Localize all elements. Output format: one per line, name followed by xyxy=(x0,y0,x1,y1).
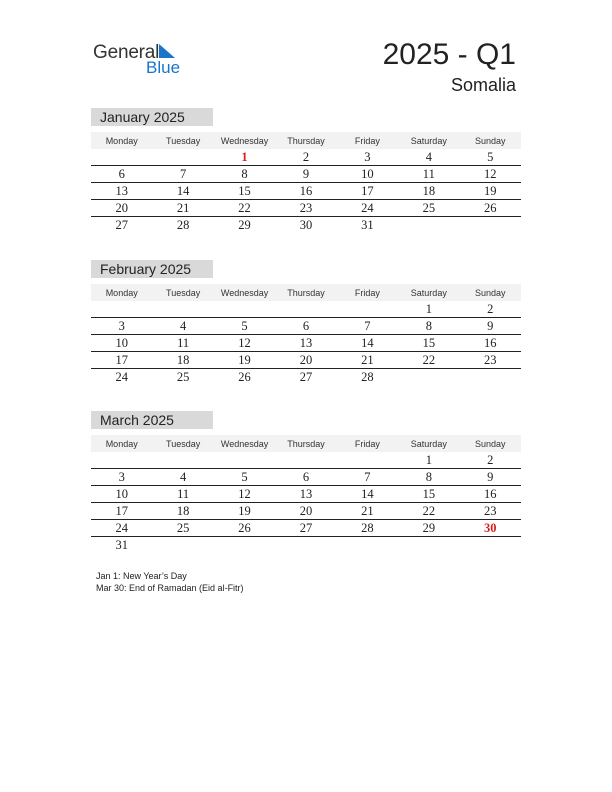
day-cell: 8 xyxy=(425,470,432,484)
day-cell: 3 xyxy=(118,470,125,484)
week-row xyxy=(91,503,521,520)
day-cell: 7 xyxy=(180,167,187,181)
day-cell: 11 xyxy=(177,336,190,350)
day-cell: 23 xyxy=(483,353,497,367)
day-cell: 12 xyxy=(483,167,497,181)
day-cell: 25 xyxy=(422,201,436,215)
weekday-label: Saturday xyxy=(410,135,447,146)
day-cell: 27 xyxy=(299,521,313,535)
weekday-label: Sunday xyxy=(474,135,506,146)
day-cell: 5 xyxy=(487,150,494,164)
day-cell: 31 xyxy=(361,218,374,232)
day-cell: 15 xyxy=(422,487,436,501)
day-cell: 10 xyxy=(115,336,128,350)
holiday-day-cell: 30 xyxy=(483,521,497,535)
day-cell: 30 xyxy=(299,218,313,232)
day-cell: 11 xyxy=(422,167,435,181)
day-cell: 20 xyxy=(299,353,313,367)
day-cell: 15 xyxy=(422,336,436,350)
day-cell: 11 xyxy=(177,487,190,501)
week-row xyxy=(91,149,521,166)
month-calendar xyxy=(91,411,521,553)
logo-text-blue: Blue xyxy=(146,58,181,77)
day-cell: 6 xyxy=(302,319,310,333)
weekday-label: Thursday xyxy=(287,135,325,146)
day-cell: 28 xyxy=(176,218,190,232)
day-cell: 21 xyxy=(176,201,190,215)
day-cell: 27 xyxy=(299,370,313,384)
day-cell: 13 xyxy=(115,184,128,198)
day-cell: 17 xyxy=(115,504,128,518)
day-cell: 26 xyxy=(483,201,497,215)
week-row xyxy=(91,318,521,335)
day-cell: 8 xyxy=(241,167,248,181)
day-cell: 24 xyxy=(361,201,374,215)
day-cell: 6 xyxy=(118,167,125,181)
weekday-label: Monday xyxy=(105,438,138,449)
weekday-label: Tuesday xyxy=(166,287,201,298)
day-cell: 26 xyxy=(238,370,251,384)
day-cell: 21 xyxy=(361,504,374,518)
day-cell: 2 xyxy=(487,302,494,316)
week-row xyxy=(91,537,521,553)
day-cell: 2 xyxy=(487,453,494,467)
day-cell: 3 xyxy=(364,150,371,164)
day-cell: 19 xyxy=(238,353,251,367)
day-cell: 17 xyxy=(361,184,374,198)
day-cell: 26 xyxy=(238,521,251,535)
day-cell: 22 xyxy=(422,504,436,518)
day-cell: 3 xyxy=(118,319,125,333)
weekday-header-row xyxy=(91,132,521,149)
day-cell: 1 xyxy=(425,302,432,316)
holiday-day-cell: 1 xyxy=(241,150,248,164)
day-cell: 1 xyxy=(425,453,432,467)
day-cell: 15 xyxy=(238,184,251,198)
day-cell: 24 xyxy=(115,370,128,384)
week-row xyxy=(91,452,521,469)
week-row xyxy=(91,335,521,352)
day-cell: 25 xyxy=(176,521,190,535)
day-cell: 5 xyxy=(241,470,248,484)
week-row xyxy=(91,520,521,537)
day-cell: 8 xyxy=(425,319,432,333)
day-cell: 23 xyxy=(483,504,497,518)
holiday-note: Mar 30: End of Ramadan (Eid al-Fitr) xyxy=(96,583,244,593)
day-cell: 13 xyxy=(299,336,313,350)
page-title: 2025 - Q1 xyxy=(382,38,516,71)
holiday-notes xyxy=(96,570,244,594)
weekday-label: Saturday xyxy=(410,287,447,298)
day-cell: 28 xyxy=(361,521,374,535)
day-cell: 19 xyxy=(483,184,497,198)
day-cell: 2 xyxy=(302,150,310,164)
weekday-label: Wednesday xyxy=(220,287,269,298)
day-cell: 7 xyxy=(364,470,371,484)
week-row xyxy=(91,217,521,233)
logo-triangle-icon xyxy=(159,44,175,58)
weekday-header-row xyxy=(91,435,521,452)
week-row xyxy=(91,369,521,385)
weekday-label: Wednesday xyxy=(220,438,269,449)
day-cell: 6 xyxy=(302,470,310,484)
weekday-label: Tuesday xyxy=(166,135,201,146)
day-cell: 16 xyxy=(483,487,497,501)
weekday-label: Friday xyxy=(354,287,380,298)
weekday-label: Thursday xyxy=(287,438,325,449)
week-row xyxy=(91,352,521,369)
day-cell: 7 xyxy=(364,319,371,333)
day-cell: 10 xyxy=(361,167,374,181)
weekday-label: Tuesday xyxy=(166,438,201,449)
day-cell: 21 xyxy=(361,353,374,367)
brand-logo xyxy=(93,40,193,80)
month-calendar xyxy=(91,260,521,385)
weekday-label: Saturday xyxy=(410,438,447,449)
day-cell: 20 xyxy=(299,504,313,518)
weekday-label: Thursday xyxy=(287,287,325,298)
day-cell: 28 xyxy=(361,370,374,384)
day-cell: 9 xyxy=(487,319,494,333)
week-row xyxy=(91,166,521,183)
day-cell: 10 xyxy=(115,487,128,501)
day-cell: 12 xyxy=(238,487,251,501)
day-cell: 16 xyxy=(483,336,497,350)
month-label: January 2025 xyxy=(91,108,213,126)
weekday-label: Monday xyxy=(105,135,138,146)
country-name: Somalia xyxy=(450,75,516,95)
day-cell: 29 xyxy=(238,218,251,232)
logo-text-general: General xyxy=(93,42,160,63)
day-cell: 23 xyxy=(299,201,313,215)
day-cell: 19 xyxy=(238,504,251,518)
day-cell: 29 xyxy=(422,521,436,535)
day-cell: 4 xyxy=(425,150,432,164)
weekday-label: Sunday xyxy=(474,287,506,298)
holiday-note: Jan 1: New Year’s Day xyxy=(96,571,187,581)
month-label: February 2025 xyxy=(91,260,213,278)
day-cell: 9 xyxy=(487,470,494,484)
weekday-label: Monday xyxy=(105,287,138,298)
day-cell: 18 xyxy=(422,184,436,198)
day-cell: 17 xyxy=(115,353,128,367)
day-cell: 5 xyxy=(241,319,248,333)
day-cell: 31 xyxy=(115,538,128,552)
weekday-label: Friday xyxy=(354,135,380,146)
day-cell: 18 xyxy=(176,504,190,518)
day-cell: 27 xyxy=(115,218,128,232)
month-calendar xyxy=(91,108,521,233)
day-cell: 25 xyxy=(176,370,190,384)
week-row xyxy=(91,183,521,200)
weekday-header-row xyxy=(91,284,521,301)
day-cell: 14 xyxy=(176,184,190,198)
month-label: March 2025 xyxy=(91,411,213,429)
day-cell: 24 xyxy=(115,521,128,535)
day-cell: 14 xyxy=(361,336,374,350)
weekday-label: Wednesday xyxy=(220,135,269,146)
day-cell: 13 xyxy=(299,487,313,501)
day-cell: 4 xyxy=(180,470,187,484)
day-cell: 22 xyxy=(238,201,251,215)
day-cell: 18 xyxy=(176,353,190,367)
day-cell: 14 xyxy=(361,487,374,501)
day-cell: 12 xyxy=(238,336,251,350)
day-cell: 22 xyxy=(422,353,436,367)
day-cell: 20 xyxy=(115,201,128,215)
week-row xyxy=(91,486,521,503)
week-row xyxy=(91,301,521,318)
week-row xyxy=(91,200,521,217)
day-cell: 16 xyxy=(299,184,313,198)
weekday-label: Friday xyxy=(354,438,380,449)
day-cell: 4 xyxy=(180,319,187,333)
week-row xyxy=(91,469,521,486)
day-cell: 9 xyxy=(302,167,310,181)
weekday-label: Sunday xyxy=(474,438,506,449)
